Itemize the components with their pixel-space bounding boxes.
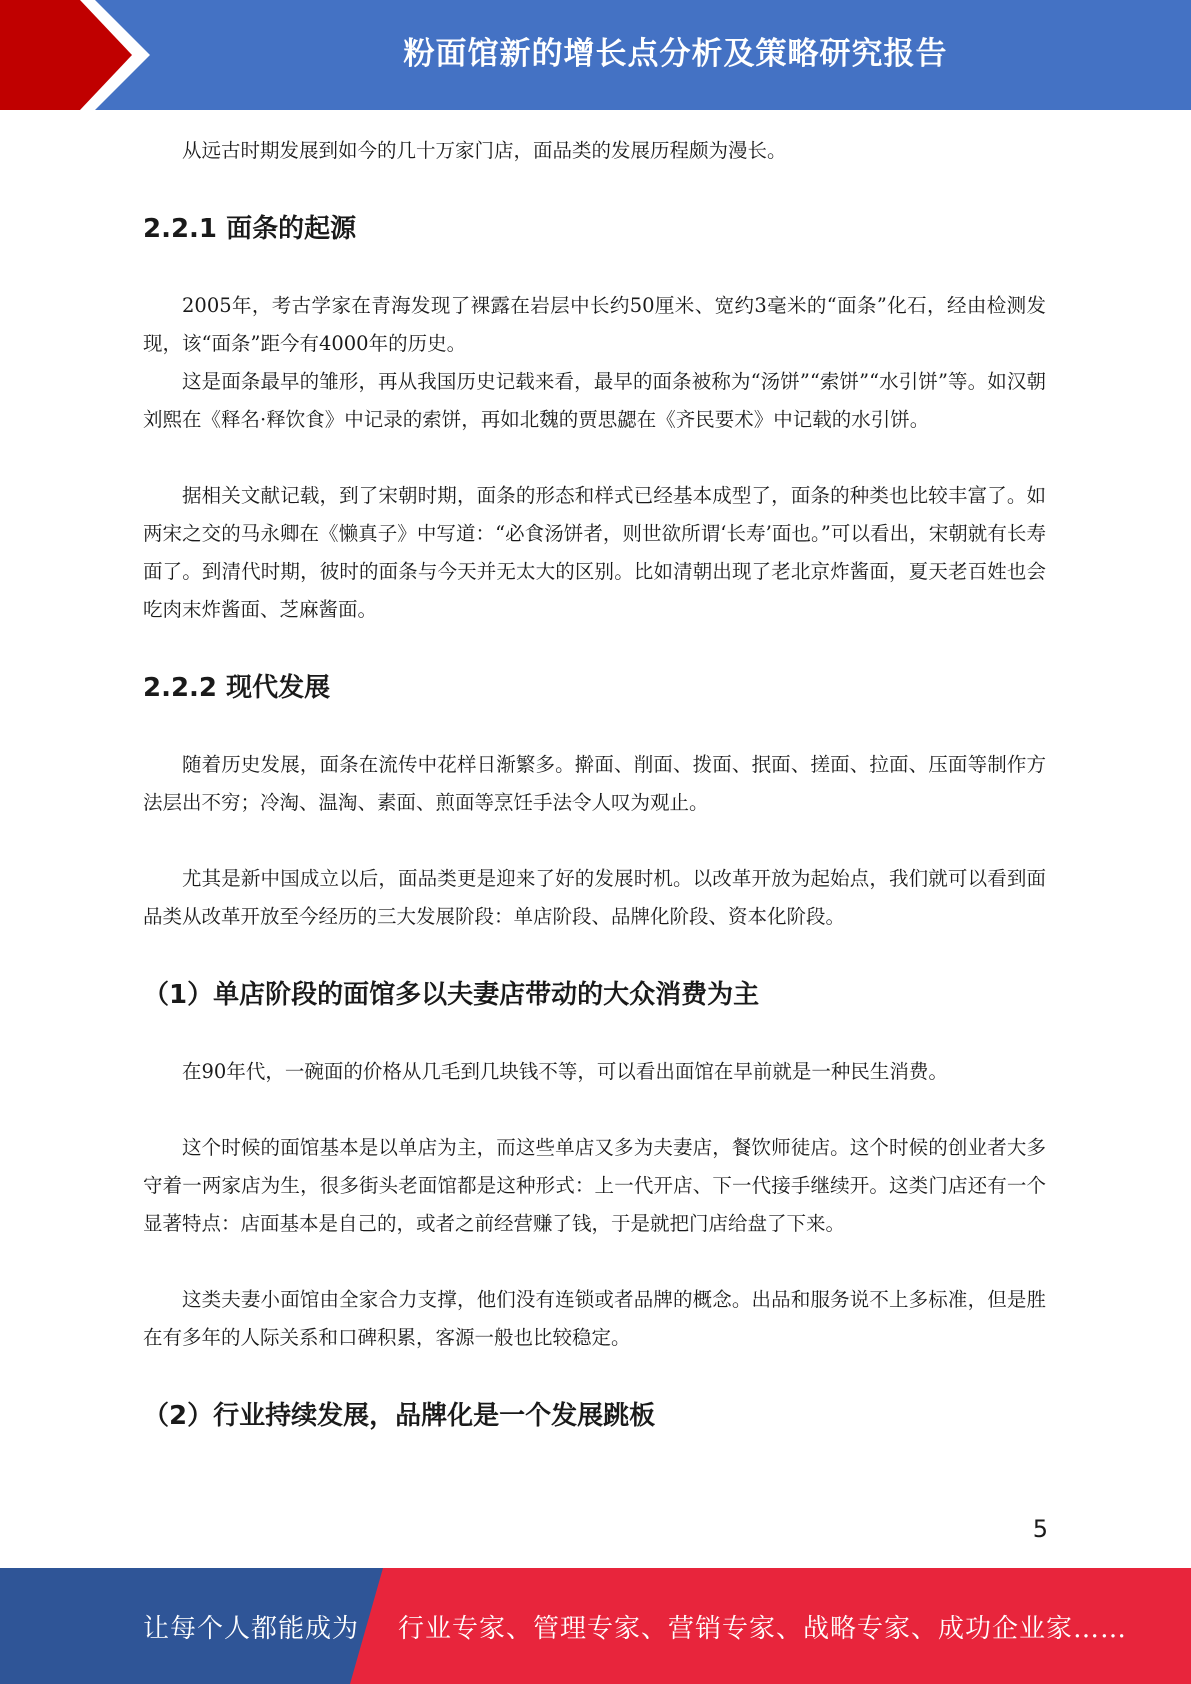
section-2-2-2-paragraph: 尤其是新中国成立以后，面品类更是迎来了好的发展时机。以改革开放为起始点，我们就可以看到面品类从改革开放至今经历的三大发展阶段：单店阶段、品牌化阶段、资本化阶段。 (143, 867, 1046, 928)
subsection-heading-2: （2）行业持续发展，品牌化是一个发展跳板 (143, 1401, 656, 1431)
section-heading-2-2-2: 2.2.2 现代发展 (143, 673, 331, 703)
subsection-1-paragraph: 这个时候的面馆基本是以单店为主，而这些单店又多为夫妻店，餐饮师徒店。这个时候的创业者大多守着一两家店为生，很多街头老面馆都是这种形式：上一代开店、下一代接手继续开。这类门店还有一个显著特点：店面基本是自己的，或者之前经营赚了钱，于是就把门店给盘了下来。 (143, 1136, 1046, 1235)
section-2-2-1-paragraph: 这是面条最早的雏形，再从我国历史记载来看，最早的面条被称为“汤饼”“索饼”“水引饼”等。如汉朝刘熙在《释名·释饮食》中记录的索饼，再如北魏的贾思勰在《齐民要术》中记载的水引饼。 (143, 370, 1046, 431)
page-header (0, 0, 1191, 110)
subsection-1-paragraph: 在90年代，一碗面的价格从几毛到几块钱不等，可以看出面馆在早前就是一种民生消费。 (182, 1060, 948, 1083)
report-title: 粉面馆新的增长点分析及策略研究报告 (403, 35, 948, 72)
page-content (143, 132, 1046, 1432)
section-2-2-1-paragraph: 据相关文献记载，到了宋朝时期，面条的形态和样式已经基本成型了，面条的种类也比较丰富了。如两宋之交的马永卿在《懒真子》中写道：“必食汤饼者，则世欲所谓‘长寿’面也。”可以看出，宋朝就有长寿面了。到清代时期，彼时的面条与今天并无太大的区别。比如清朝出现了老北京炸酱面，夏天老百姓也会吃肉末炸酱面、芝麻酱面。 (143, 484, 1046, 621)
section-2-2-1-paragraph: 2005年，考古学家在青海发现了裸露在岩层中长约50厘米、宽约3毫米的“面条”化石，经由检测发现，该“面条”距今有4000年的历史。 (143, 294, 1046, 355)
section-2-2-2-paragraph: 随着历史发展，面条在流传中花样日渐繁多。擀面、削面、拨面、抿面、搓面、拉面、压面等制作方法层出不穷；冷淘、温淘、素面、煎面等烹饪手法令人叹为观止。 (143, 753, 1046, 814)
footer-slogan-left: 让每个人都能成为 (143, 1613, 360, 1644)
subsection-1-paragraph: 这类夫妻小面馆由全家合力支撑，他们没有连锁或者品牌的概念。出品和服务说不上多标准，但是胜在有多年的人际关系和口碑积累，客源一般也比较稳定。 (143, 1288, 1046, 1349)
footer-slogan-right: 行业专家、管理专家、营销专家、战略专家、成功企业家…… (398, 1613, 1128, 1644)
intro-paragraph: 从远古时期发展到如今的几十万家门店，面品类的发展历程颇为漫长。 (182, 139, 787, 162)
subsection-heading-1: （1）单店阶段的面馆多以夫妻店带动的大众消费为主 (143, 980, 760, 1010)
section-heading-2-2-1: 2.2.1 面条的起源 (143, 214, 357, 244)
page-number: 5 (1032, 1515, 1048, 1543)
page-footer (0, 1568, 1191, 1684)
